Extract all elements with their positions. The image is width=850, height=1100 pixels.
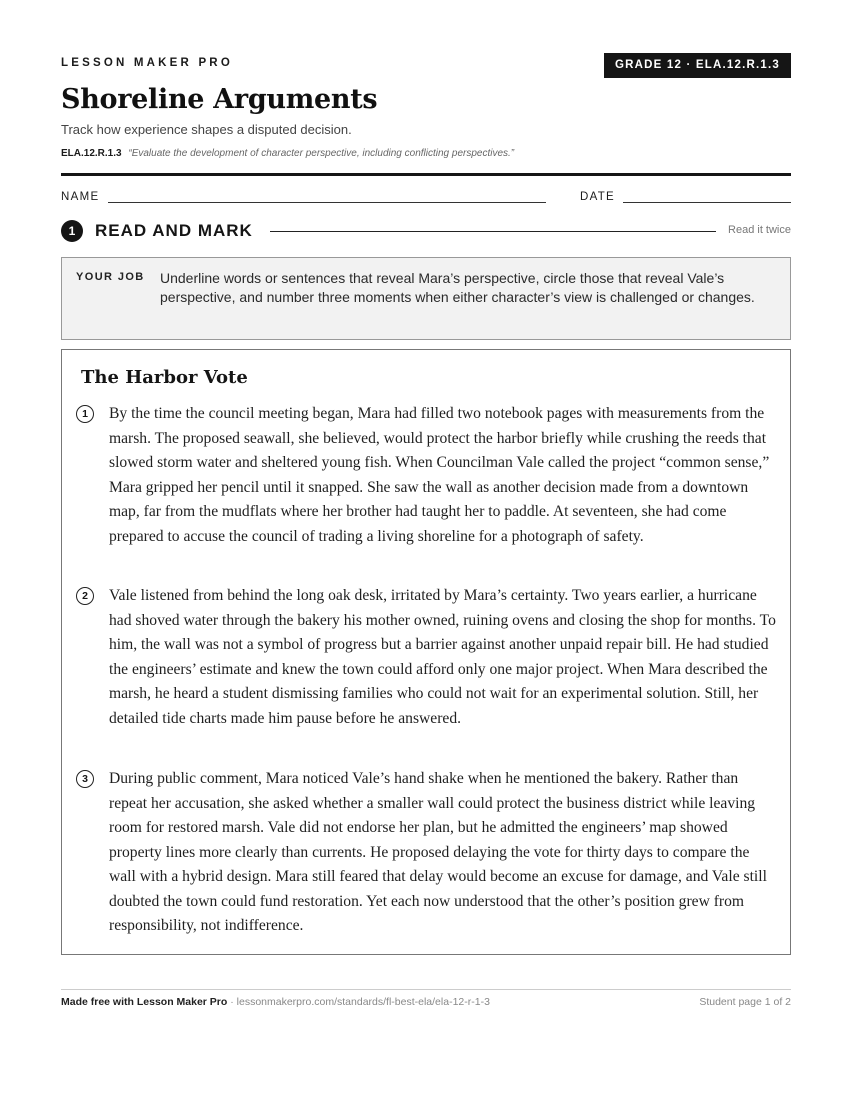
name-label: NAME (61, 191, 100, 203)
instructions-box (61, 257, 791, 340)
footer-made-with: Made free with Lesson Maker Pro (61, 996, 228, 1008)
date-field-line[interactable] (623, 202, 791, 203)
passage-title: The Harbor Vote (81, 367, 248, 388)
date-label: DATE (580, 191, 616, 203)
paragraph-text: By the time the council meeting began, Mara had filled two notebook pages with measurements from the marsh. The proposed seawall, she believed, would protect the harbor briefly while crushing the reeds that slowed storm water and sheltered young fish. When Councilman Vale called the project “common sense,” Mara gripped her pencil until it snapped. She saw the wall as another decision made from a downtown map, far from the mudflats where her brother had taught her to paddle. At seventeen, she had come prepared to accuse the council of trading a living shoreline for a photograph of safety. (109, 405, 770, 545)
page-title: Shoreline Arguments (61, 84, 378, 115)
footer-page-number: Student page 1 of 2 (699, 996, 791, 1008)
footer-divider (61, 989, 791, 990)
page-subtitle: Track how experience shapes a disputed decision. (61, 122, 352, 137)
name-field-line[interactable] (108, 202, 546, 203)
brand-name: LESSON MAKER PRO (61, 57, 233, 69)
grade-badge: GRADE 12 · ELA.12.R.1.3 (604, 53, 791, 78)
section-note: Read it twice (728, 224, 791, 236)
standard-quote: “Evaluate the development of character perspective, including conflicting perspectives.” (128, 148, 515, 159)
paragraph-number: 3 (76, 770, 94, 788)
paragraph-number: 2 (76, 587, 94, 605)
paragraph-text: Vale listened from behind the long oak desk, irritated by Mara’s certainty. Two years earlier, a hurricane had shoved water through the bakery his mother owned, ruining ovens and closing the shop for months. To him, the wall was not a symbol of progress but a barrier against another unpaid repair bill. He had studied the engineers’ estimate and knew the town could afford only one major project. When Mara described the marsh, he heard a student dismissing families who could not wait for an experimental solution. Still, her detailed tide charts made him pause before he answered. (109, 587, 776, 727)
standard-code: ELA.12.R.1.3 (61, 148, 122, 159)
section-title: READ AND MARK (95, 221, 253, 240)
footer-url: · lessonmakerpro.com/standards/fl-best-ela/ela-12-r-1-3 (227, 996, 490, 1008)
paragraph-number: 1 (76, 405, 94, 423)
instructions-label: YOUR JOB (76, 271, 145, 283)
worksheet-page (61, 0, 791, 1100)
reading-passage (61, 349, 791, 955)
standard-line (61, 148, 514, 159)
footer-credit (61, 996, 490, 1008)
header-divider (61, 173, 791, 176)
section-number-badge: 1 (61, 220, 83, 242)
paragraph-text: During public comment, Mara noticed Vale’s hand shake when he mentioned the bakery. Rather than repeat her accusation, she asked whether a smaller wall could protect the business district while leaving room for restored marsh. Vale did not endorse her plan, but he admitted the engineers’ map showed property lines more clearly than currents. He proposed delaying the vote for thirty days to compare the wall with a hybrid design. Mara still feared that delay would become an excuse for damage, and Vale still doubted the town could fund restoration. Yet each now understood that the other’s position grew from responsibility, not indifference. (109, 770, 767, 934)
instructions-text: Underline words or sentences that reveal Mara’s perspective, circle those that reveal Vale’s perspective, and number three moments when either character’s view is challenged or changes. (160, 270, 755, 305)
section-divider (270, 231, 716, 232)
